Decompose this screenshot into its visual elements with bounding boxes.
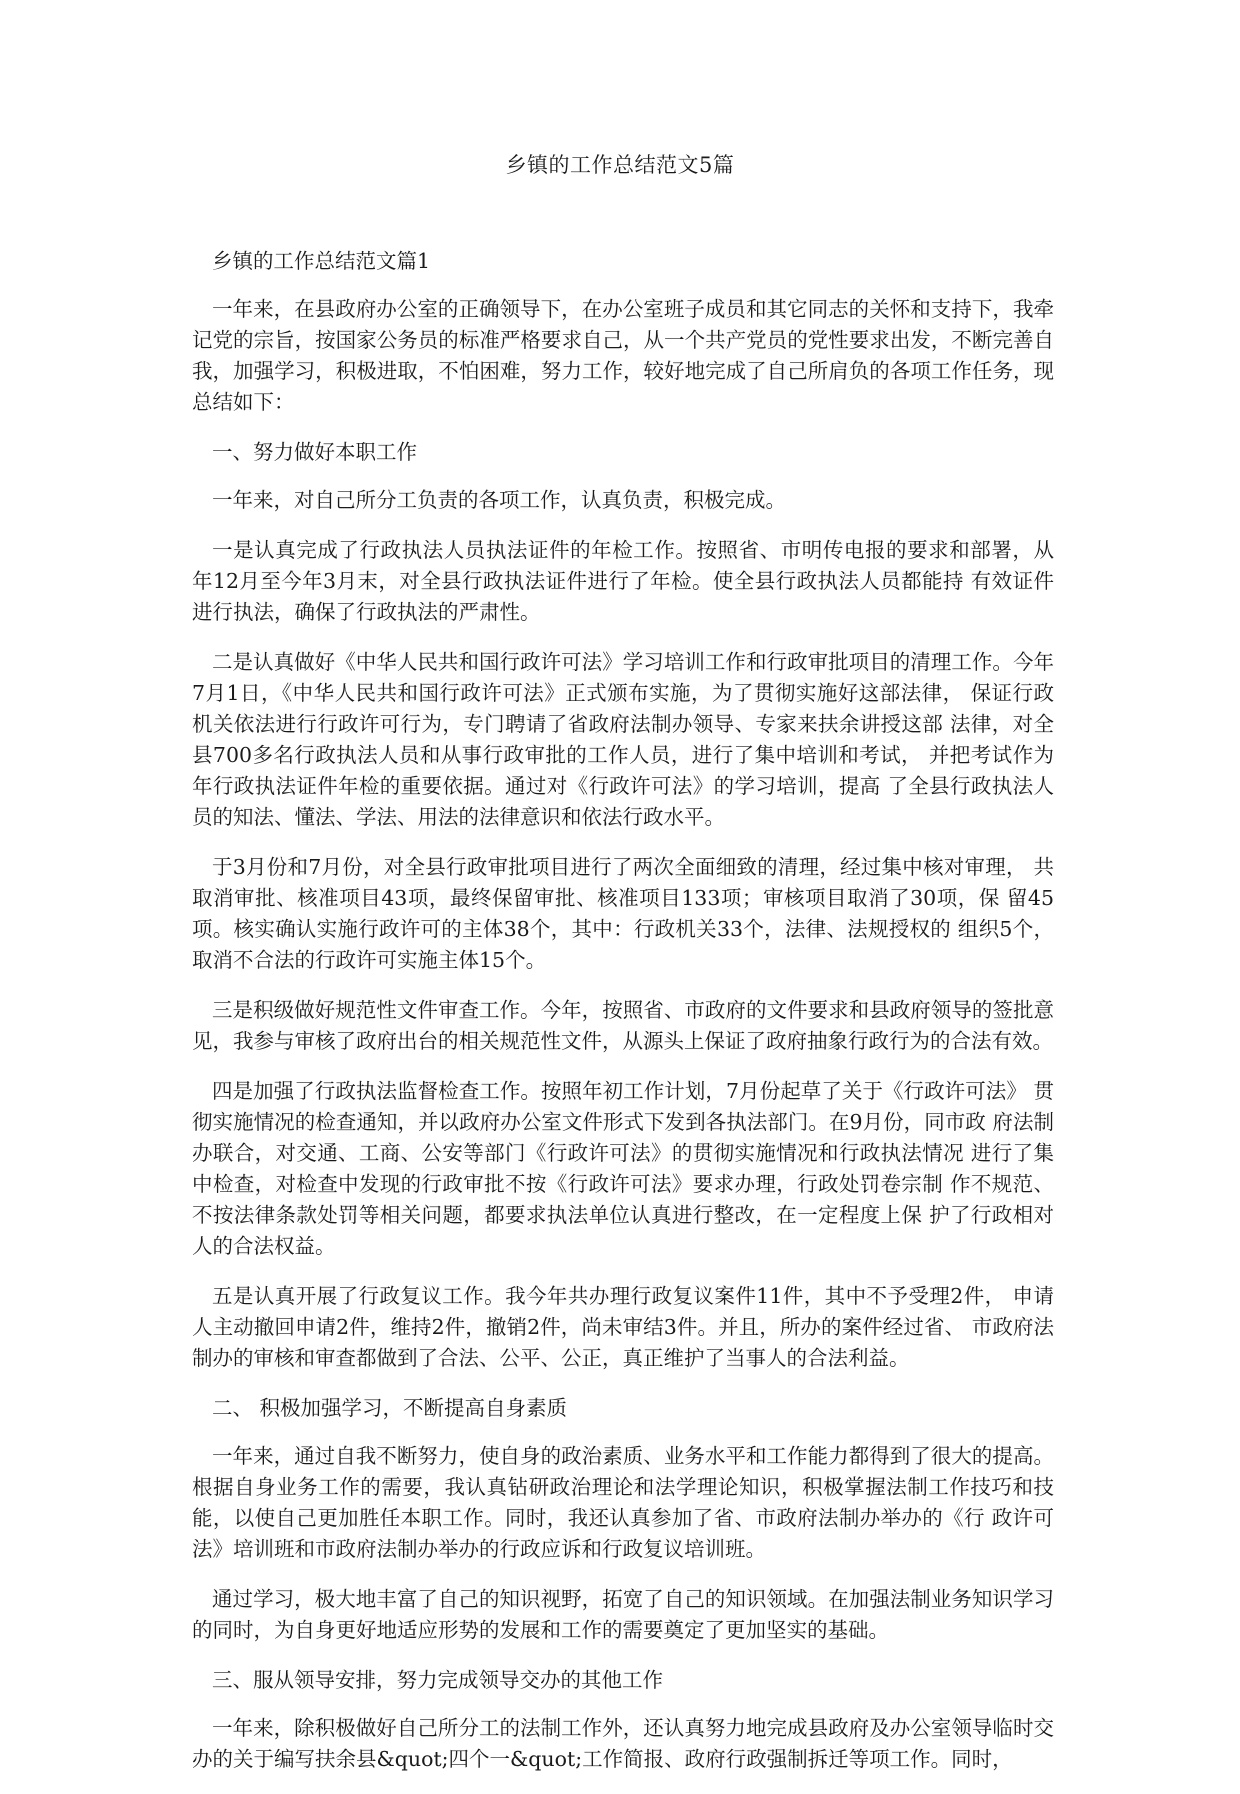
body-paragraph: 五是认真开展了行政复议工作。我今年共办理行政复议案件11件，其中不予受理2件， 申请人主动撤回申请2件，维持2件，撤销2件，尚未审结3件。并且，所办的案件经过省、 市政府法制办的审核和审查都做到了合法、公平、公正，真正维护了当事人的合法利益。 [192, 1284, 1054, 1370]
body-paragraph: 二是认真做好《中华人民共和国行政许可法》学习培训工作和行政审批项目的清理工作。今年7月1日，《中华人民共和国行政许可法》正式颁布实施，为了贯彻实施好这部法律， 保证行政机关依法进行行政许可行为，专门聘请了省政府法制办领导、专家来扶余讲授这部 法律，对全县700多名行政执法人员和从事行政审批的工作人员，进行了集中培训和考试， 并把考试作为 年行政执法证件年检的重要依据。通过对《行政许可法》的学习培训，提高 了全县行政执法人员的知法、懂法、学法、用法的法律意识和依法行政水平。 [192, 650, 1054, 829]
body-paragraph: 四是加强了行政执法监督检查工作。按照年初工作计划，7月份起草了关于《行政许可法》 贯彻实施情况的检查通知，并以政府办公室文件形式下发到各执法部门。在9月份，同市政 府法制办联合，对交通、工商、公安等部门《行政许可法》的贯彻实施情况和行政执法情况 进行了集中检查，对检查中发现的行政审批不按《行政许可法》要求办理，行政处罚卷宗制 作不规范、不按法律条款处罚等相关问题，都要求执法单位认真进行整改，在一定程度上保 护了行政相对人的合法权益。 [192, 1079, 1054, 1258]
section-heading: 二、 积极加强学习，不断提高自身素质 [212, 1396, 568, 1420]
body-paragraph: 通过学习，极大地丰富了自己的知识视野，拓宽了自己的知识领域。在加强法制业务知识学习的同时，为自身更好地适应形势的发展和工作的需要奠定了更加坚实的基础。 [192, 1587, 1054, 1642]
body-paragraph: 一年来，在县政府办公室的正确领导下，在办公室班子成员和其它同志的关怀和支持下，我牵记党的宗旨，按国家公务员的标准严格要求自己，从一个共产党员的党性要求出发，不断完善自我，加强学习，积极进取，不怕困难，努力工作，较好地完成了自己所肩负的各项工作任务，现总结如下： [192, 297, 1054, 414]
body-paragraph: 一年来，通过自我不断努力，使自身的政治素质、业务水平和工作能力都得到了很大的提高。根据自身业务工作的需要，我认真钻研政治理论和法学理论知识，积极掌握法制工作技巧和技能，以使自己更加胜任本职工作。同时，我还认真参加了省、市政府法制办举办的《行 政许可法》培训班和市政府法制办举办的行政应诉和行政复议培训班。 [192, 1444, 1054, 1561]
document-body [192, 246, 1054, 1794]
section-heading: 三、服从领导安排，努力完成领导交办的其他工作 [212, 1668, 663, 1692]
body-paragraph: 于3月份和7月份，对全县行政审批项目进行了两次全面细致的清理，经过集中核对审理， 共取消审批、核准项目43项，最终保留审批、核准项目133项；审核项目取消了30项，保 留45项。核实确认实施行政许可的主体38个，其中：行政机关33个，法律、法规授权的 组织5个，取消不合法的行政许可实施主体15个。 [192, 855, 1054, 972]
body-paragraph: 一年来，对自己所分工负责的各项工作，认真负责，积极完成。 [212, 488, 786, 512]
body-paragraph: 三是积级做好规范性文件审查工作。今年，按照省、市政府的文件要求和县政府领导的签批意见，我参与审核了政府出台的相关规范性文件，从源头上保证了政府抽象行政行为的合法有效。 [192, 998, 1054, 1053]
body-paragraph: 一年来，除积极做好自己所分工的法制工作外，还认真努力地完成县政府及办公室领导临时交办的关于编写扶余县&quot;四个一&quot;工作简报、政府行政强制拆迁等项工作。同时， [192, 1716, 1054, 1771]
section-heading: 乡镇的工作总结范文篇1 [212, 249, 431, 273]
body-paragraph: 一是认真完成了行政执法人员执法证件的年检工作。按照省、市明传电报的要求和部署，从 年12月至今年3月末，对全县行政执法证件进行了年检。使全县行政执法人员都能持 有效证件进行执法，确保了行政执法的严肃性。 [192, 538, 1054, 624]
document-title: 乡镇的工作总结范文5篇 [505, 153, 735, 177]
section-heading: 一、努力做好本职工作 [212, 440, 417, 464]
